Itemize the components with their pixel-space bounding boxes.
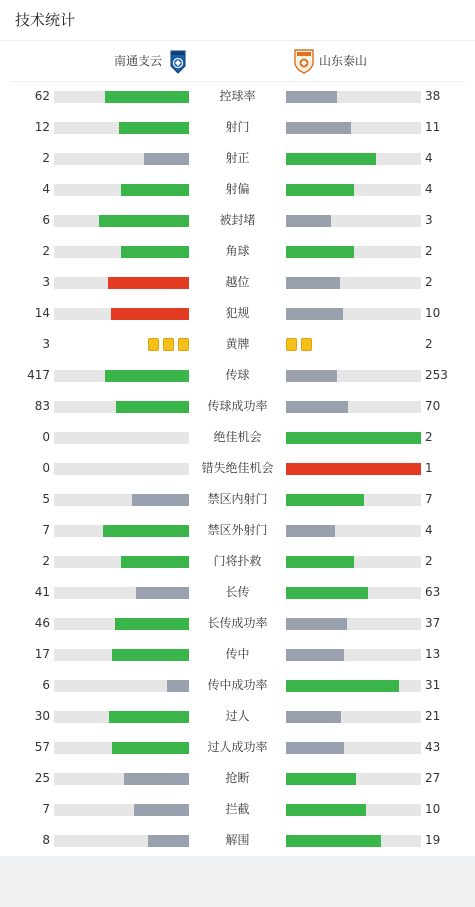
away-bar-track (286, 556, 421, 568)
away-bar-fill (286, 649, 344, 661)
stat-label: 射偏 (225, 182, 250, 196)
away-value: 38 (425, 89, 441, 103)
home-bar-track (54, 835, 189, 847)
stat-label: 禁区内射门 (207, 492, 268, 506)
home-value: 2 (42, 151, 50, 165)
home-value: 62 (34, 89, 50, 103)
stat-label: 越位 (225, 275, 250, 289)
home-value: 0 (42, 430, 50, 444)
stat-row (0, 81, 475, 112)
stat-label: 传中 (225, 647, 250, 661)
away-value: 4 (425, 182, 433, 196)
home-bar-fill (103, 525, 189, 537)
away-value: 11 (425, 120, 441, 134)
home-bar-fill (105, 370, 189, 382)
home-value: 0 (42, 461, 50, 475)
home-bar-track (54, 122, 189, 134)
home-bar-track (54, 246, 189, 258)
home-value: 2 (42, 554, 50, 568)
away-bar-track (286, 308, 421, 320)
stat-row (0, 112, 475, 143)
home-value: 8 (42, 833, 50, 847)
stat-row (0, 143, 475, 174)
stat-row (0, 453, 475, 484)
away-bar-fill (286, 370, 337, 382)
page-title: 技术统计 (0, 0, 475, 41)
away-bar-track (286, 153, 421, 165)
home-bar-fill (116, 401, 189, 413)
away-bar-track (286, 122, 421, 134)
away-value: 21 (425, 709, 441, 723)
home-bar-fill (111, 308, 189, 320)
away-bar-track (286, 587, 421, 599)
stat-row (0, 577, 475, 608)
stat-row (0, 546, 475, 577)
yellow-card-icon (148, 338, 159, 351)
home-bar-fill (121, 184, 189, 196)
home-value: 25 (34, 771, 50, 785)
away-bar-track (286, 401, 421, 413)
stat-row (0, 484, 475, 515)
stat-row (0, 174, 475, 205)
stat-label: 控球率 (219, 89, 256, 103)
away-bar-fill (286, 463, 421, 475)
home-bar-fill (121, 556, 189, 568)
away-bar-fill (286, 680, 399, 692)
stat-row (0, 794, 475, 825)
away-value: 10 (425, 802, 441, 816)
away-bar-fill (286, 401, 348, 413)
home-value: 3 (42, 337, 50, 351)
away-value: 31 (425, 678, 441, 692)
stat-label: 黄牌 (225, 337, 250, 351)
stat-row (0, 670, 475, 701)
home-value: 57 (34, 740, 50, 754)
away-bar-track (286, 711, 421, 723)
home-value: 417 (27, 368, 50, 382)
stat-row (0, 236, 475, 267)
away-bar-fill (286, 525, 335, 537)
stat-row (0, 608, 475, 639)
stat-row (0, 825, 475, 856)
stat-row (0, 391, 475, 422)
home-bar-fill (119, 122, 189, 134)
home-bar-track (54, 711, 189, 723)
stat-row (0, 267, 475, 298)
stat-row (0, 298, 475, 329)
away-value: 1 (425, 461, 433, 475)
stat-label: 过人 (225, 709, 250, 723)
home-bar-track (54, 587, 189, 599)
stat-row (0, 639, 475, 670)
away-value: 37 (425, 616, 441, 630)
away-bar-track (286, 680, 421, 692)
away-bar-fill (286, 432, 421, 444)
away-yellow-cards (286, 338, 316, 351)
home-value: 6 (42, 213, 50, 227)
away-bar-fill (286, 618, 347, 630)
home-bar-fill (108, 277, 189, 289)
away-bar-fill (286, 215, 331, 227)
home-value: 3 (42, 275, 50, 289)
stat-label: 过人成功率 (207, 740, 268, 754)
home-bar-fill (167, 680, 189, 692)
away-bar-fill (286, 308, 343, 320)
away-bar-fill (286, 277, 340, 289)
away-value: 253 (425, 368, 448, 382)
away-value: 2 (425, 430, 433, 444)
home-bar-track (54, 215, 189, 227)
home-value: 30 (34, 709, 50, 723)
home-bar-track (54, 618, 189, 630)
away-bar-fill (286, 587, 368, 599)
home-bar-track (54, 401, 189, 413)
stat-label: 拦截 (225, 802, 250, 816)
away-bar-fill (286, 122, 351, 134)
away-bar-fill (286, 246, 354, 258)
away-value: 70 (425, 399, 441, 413)
home-bar-track (54, 91, 189, 103)
home-bar-fill (115, 618, 189, 630)
away-bar-track (286, 804, 421, 816)
away-bar-track (286, 277, 421, 289)
home-bar-track (54, 277, 189, 289)
home-value: 4 (42, 182, 50, 196)
away-value: 19 (425, 833, 441, 847)
home-value: 17 (34, 647, 50, 661)
stat-label: 射门 (225, 120, 250, 134)
home-value: 7 (42, 523, 50, 537)
stat-label: 传球成功率 (207, 399, 268, 413)
away-bar-fill (286, 184, 354, 196)
away-bar-track (286, 494, 421, 506)
stat-label: 禁区外射门 (207, 523, 268, 537)
away-bar-fill (286, 91, 337, 103)
away-value: 2 (425, 554, 433, 568)
home-bar-track (54, 370, 189, 382)
home-value: 14 (34, 306, 50, 320)
home-bar-fill (99, 215, 189, 227)
stat-row (0, 205, 475, 236)
away-value: 3 (425, 213, 433, 227)
away-bar-track (286, 742, 421, 754)
stat-label: 绝佳机会 (213, 430, 262, 444)
stat-row (0, 763, 475, 794)
home-bar-fill (124, 773, 189, 785)
home-bar-track (54, 742, 189, 754)
stat-label: 角球 (225, 244, 250, 258)
home-bar-fill (132, 494, 189, 506)
home-bar-track (54, 649, 189, 661)
home-value: 12 (34, 120, 50, 134)
home-bar-fill (112, 649, 189, 661)
away-bar-track (286, 618, 421, 630)
home-bar-track (54, 432, 189, 444)
stat-label: 长传 (225, 585, 250, 599)
home-bar-track (54, 184, 189, 196)
home-bar-track (54, 556, 189, 568)
away-value: 2 (425, 275, 433, 289)
away-bar-fill (286, 804, 366, 816)
home-yellow-cards (144, 338, 189, 351)
away-team-logo (293, 48, 315, 74)
stats-list (0, 81, 475, 856)
stat-label: 传球 (225, 368, 250, 382)
away-bar-track (286, 215, 421, 227)
away-bar-track (286, 91, 421, 103)
home-bar-track (54, 680, 189, 692)
away-bar-fill (286, 153, 376, 165)
home-bar-track (54, 308, 189, 320)
away-bar-track (286, 184, 421, 196)
stat-label: 门将扑救 (213, 554, 262, 568)
stat-label: 射正 (225, 151, 250, 165)
home-bar-track (54, 463, 189, 475)
home-value: 6 (42, 678, 50, 692)
home-bar-fill (112, 742, 189, 754)
stat-row (0, 732, 475, 763)
away-bar-track (286, 246, 421, 258)
yellow-card-icon (178, 338, 189, 351)
home-bar-fill (105, 91, 189, 103)
stat-label: 抢断 (225, 771, 250, 785)
home-bar-track (54, 494, 189, 506)
stat-row (0, 422, 475, 453)
home-team-logo (169, 49, 187, 75)
stat-label: 长传成功率 (207, 616, 268, 630)
stat-row (0, 515, 475, 546)
away-bar-fill (286, 711, 341, 723)
home-bar-fill (144, 153, 189, 165)
away-bar-track (286, 835, 421, 847)
away-bar-track (286, 370, 421, 382)
home-bar-track (54, 804, 189, 816)
home-value: 83 (34, 399, 50, 413)
home-value: 46 (34, 616, 50, 630)
home-bar-track (54, 773, 189, 785)
home-value: 7 (42, 802, 50, 816)
away-value: 27 (425, 771, 441, 785)
home-bar-fill (134, 804, 189, 816)
stat-label: 解围 (225, 833, 250, 847)
away-bar-fill (286, 773, 356, 785)
away-value: 4 (425, 523, 433, 537)
home-team-name: 南通支云 (113, 54, 162, 68)
stat-label: 传中成功率 (207, 678, 268, 692)
away-bar-fill (286, 835, 381, 847)
away-value: 13 (425, 647, 441, 661)
away-value: 63 (425, 585, 441, 599)
away-value: 2 (425, 244, 433, 258)
home-bar-fill (121, 246, 189, 258)
home-value: 5 (42, 492, 50, 506)
stat-label: 错失绝佳机会 (201, 461, 274, 475)
stat-label: 犯规 (225, 306, 250, 320)
yellow-card-icon (286, 338, 297, 351)
home-bar-track (54, 525, 189, 537)
away-bar-track (286, 649, 421, 661)
home-bar-track (54, 153, 189, 165)
stat-label: 被封堵 (219, 213, 256, 227)
away-team-name: 山东泰山 (319, 54, 368, 68)
home-value: 41 (34, 585, 50, 599)
away-value: 4 (425, 151, 433, 165)
away-bar-fill (286, 742, 344, 754)
away-bar-fill (286, 556, 354, 568)
away-value: 2 (425, 337, 433, 351)
away-value: 43 (425, 740, 441, 754)
away-bar-track (286, 463, 421, 475)
team-header (10, 41, 465, 82)
away-value: 7 (425, 492, 433, 506)
stat-row (0, 360, 475, 391)
away-bar-track (286, 432, 421, 444)
away-bar-track (286, 773, 421, 785)
away-bar-track (286, 525, 421, 537)
away-bar-fill (286, 494, 364, 506)
home-value: 2 (42, 244, 50, 258)
home-bar-fill (109, 711, 189, 723)
away-value: 10 (425, 306, 441, 320)
yellow-card-icon (301, 338, 312, 351)
yellow-card-icon (163, 338, 174, 351)
home-bar-fill (148, 835, 189, 847)
stat-row (0, 329, 475, 360)
stat-row (0, 701, 475, 732)
home-bar-fill (136, 587, 189, 599)
